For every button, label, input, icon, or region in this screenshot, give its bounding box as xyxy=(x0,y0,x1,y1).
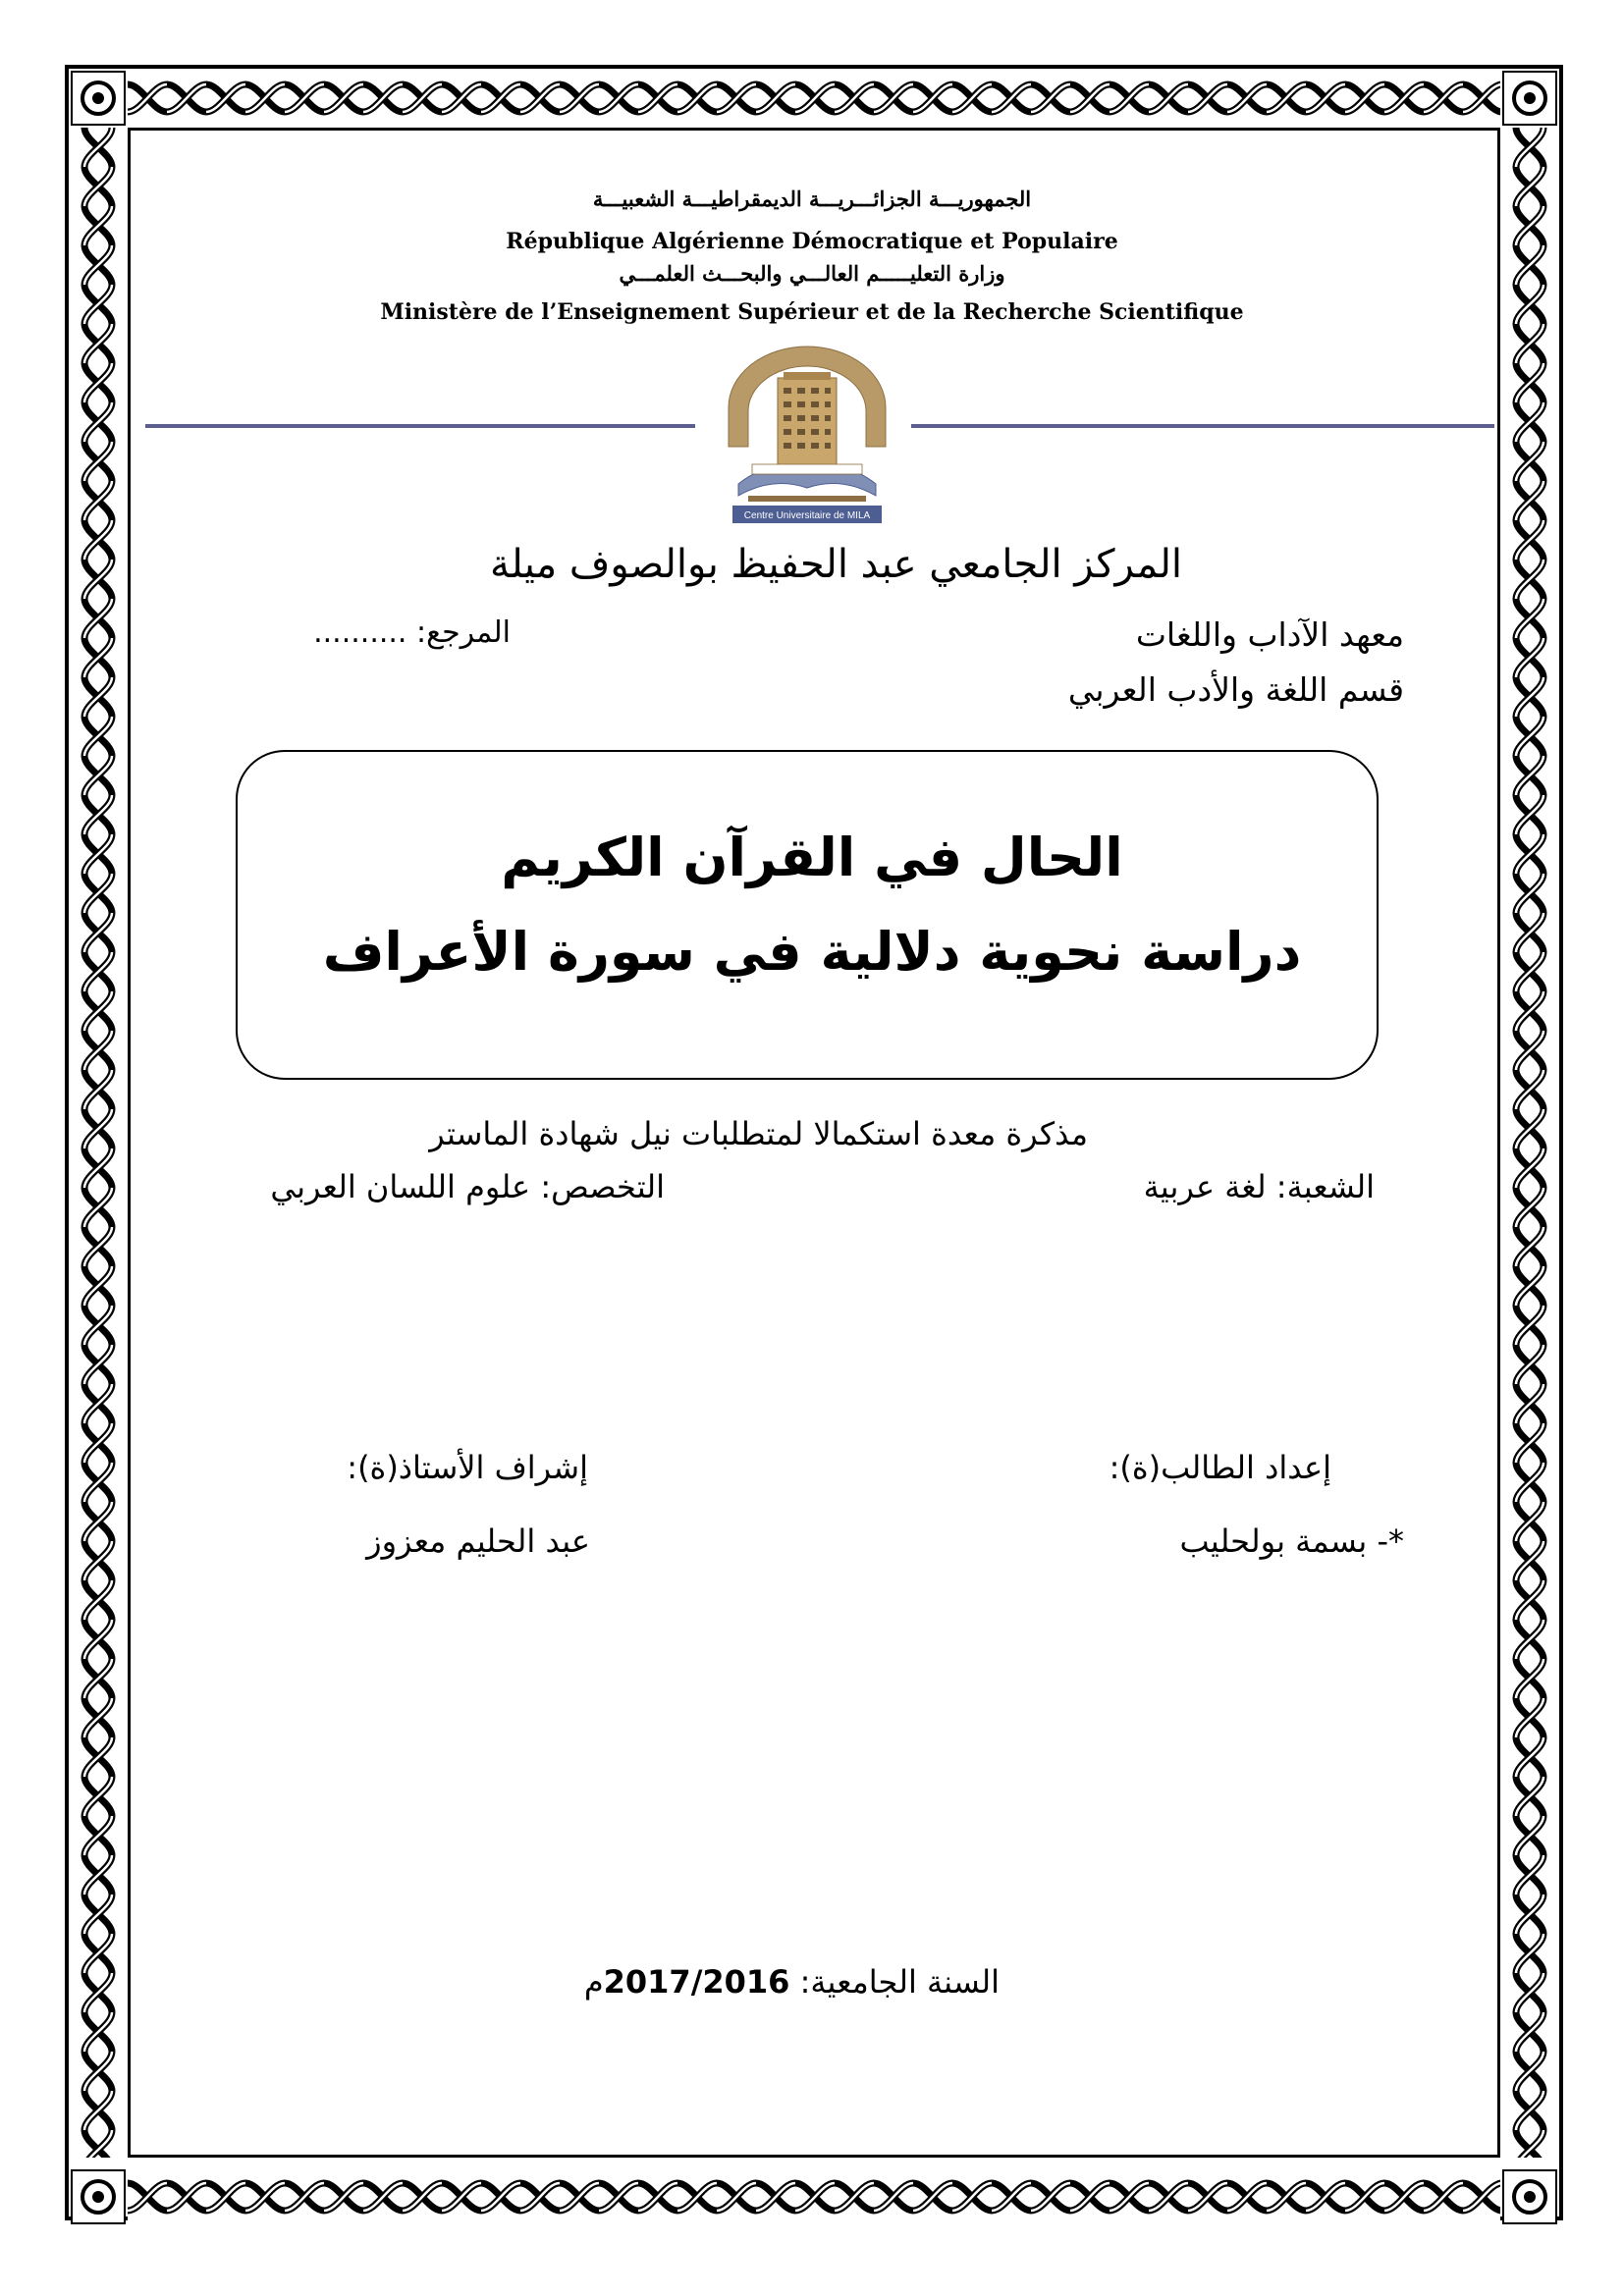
ministry-name-french: Ministère de l’Enseignement Supérieur et de la Recherche Scientifique xyxy=(380,299,1244,325)
department-name: قسم اللغة والأدب العربي xyxy=(1067,670,1404,709)
student-label: إعداد الطالب(ة): xyxy=(1109,1449,1331,1486)
memo-statement: مذكرة معدة استكمالا لمتطلبات نيل شهادة الماستر xyxy=(429,1115,1088,1152)
logo-caption: Centre Universitaire de MILA xyxy=(743,510,871,521)
institute-name: معهد الآداب واللغات xyxy=(1135,615,1404,654)
academic-year xyxy=(584,1963,1000,2001)
header-rule-right xyxy=(911,424,1494,428)
header-rule-left xyxy=(145,424,695,428)
frame-border-top xyxy=(128,71,1500,126)
academic-year-value: 2017/2016 xyxy=(603,1963,790,2001)
frame-border-right xyxy=(1502,128,1557,2158)
university-center-name: المركز الجامعي عبد الحفيظ بوالصوف ميلة xyxy=(490,542,1182,587)
thesis-title-box xyxy=(236,750,1379,1080)
supervisor-name: عبد الحليم معزوز xyxy=(366,1522,590,1560)
student-name: *- بسمة بولحليب xyxy=(1179,1522,1404,1560)
academic-year-label: السنة الجامعية: xyxy=(789,1963,1000,2001)
specialty-field: التخصص: علوم اللسان العربي xyxy=(270,1168,665,1205)
academic-year-suffix: م xyxy=(583,1963,604,2001)
supervisor-label: إشراف الأستاذ(ة): xyxy=(347,1449,588,1486)
ministry-name-arabic: وزارة التعليـــــم العالـــي والبحـــث العلمـــي xyxy=(619,261,1005,286)
branch-field: الشعبة: لغة عربية xyxy=(1143,1168,1375,1205)
republic-name-french: République Algérienne Démocratique et Populaire xyxy=(506,229,1118,254)
thesis-title-line1: الحال في القرآن الكريم xyxy=(501,827,1123,888)
frame-border-left xyxy=(71,128,126,2158)
university-logo xyxy=(719,339,895,525)
frame-border-bottom xyxy=(128,2169,1500,2224)
frame-corner-ornament xyxy=(1502,2169,1557,2224)
reference-field: المرجع: .......... xyxy=(313,615,511,650)
republic-name-arabic: الجمهوريـــة الجزائـــريـــة الديمقراطيـــة الشعبيـــة xyxy=(592,187,1032,211)
frame-corner-ornament xyxy=(1502,71,1557,126)
thesis-title-line2: دراسة نحوية دلالية في سورة الأعراف xyxy=(322,921,1302,983)
frame-corner-ornament xyxy=(71,2169,126,2224)
frame-corner-ornament xyxy=(71,71,126,126)
